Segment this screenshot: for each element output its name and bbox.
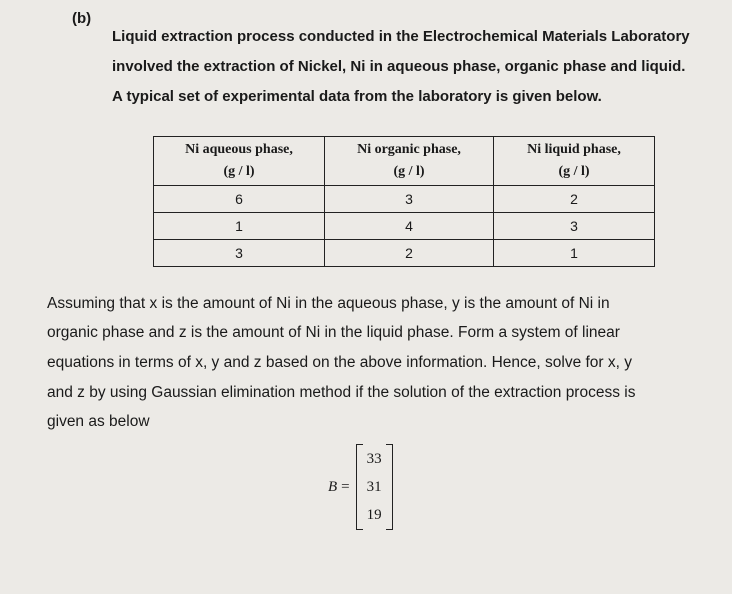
header-aqueous-title: Ni aqueous phase, [185,142,293,157]
table-row [154,213,655,240]
table-header-row [154,137,655,186]
paragraph-line-2: organic phase and z is the amount of Ni in the liquid phase. Form a system of linear [47,324,620,341]
header-liquid-title: Ni liquid phase, [527,142,621,157]
matrix-entry: 19 [366,507,382,523]
matrix-equals: = [341,478,350,495]
left-bracket [356,444,363,530]
solution-matrix [328,444,393,530]
header-liquid-unit: (g / l) [558,164,590,179]
right-bracket [386,444,393,530]
experimental-data-table [153,136,655,267]
header-organic-unit: (g / l) [393,164,425,179]
matrix-name: B [328,478,338,495]
header-aqueous-unit: (g / l) [223,164,255,179]
header-aqueous [154,137,325,186]
table-row [154,186,655,213]
header-liquid [494,137,655,186]
table-cell: 1 [494,240,655,267]
paragraph-line-4: and z by using Gaussian elimination method if the solution of the extraction process is [47,384,636,401]
question-label: (b) [72,10,92,27]
matrix-entry: 33 [366,451,382,467]
table-cell: 2 [494,186,655,213]
table-cell: 3 [325,186,494,213]
table-row [154,240,655,267]
intro-line-1: Liquid extraction process conducted in the Electrochemical Materials Laboratory [112,28,690,45]
matrix-entry: 31 [366,479,382,495]
paragraph-line-3: equations in terms of x, y and z based on the above information. Hence, solve for x, y [47,354,633,371]
table-cell: 1 [154,213,325,240]
paragraph-line-5: given as below [47,413,150,430]
header-organic-title: Ni organic phase, [357,142,461,157]
matrix-values [363,445,386,529]
table-cell: 3 [494,213,655,240]
table-cell: 6 [154,186,325,213]
intro-line-3: A typical set of experimental data from the laboratory is given below. [112,88,602,105]
table-cell: 3 [154,240,325,267]
table-cell: 2 [325,240,494,267]
paragraph-line-1: Assuming that x is the amount of Ni in the aqueous phase, y is the amount of Ni in [47,295,610,312]
intro-line-2: involved the extraction of Nickel, Ni in aqueous phase, organic phase and liquid. [112,58,686,75]
table-cell: 4 [325,213,494,240]
header-organic [325,137,494,186]
